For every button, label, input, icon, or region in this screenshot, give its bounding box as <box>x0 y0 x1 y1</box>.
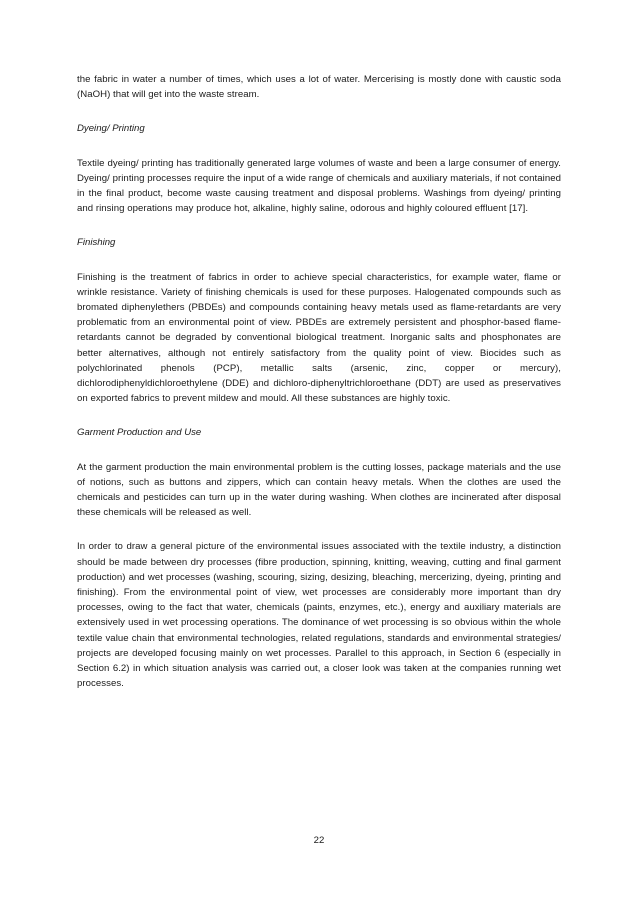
page-number: 22 <box>313 835 325 846</box>
paragraph-intro-continuation: the fabric in water a number of times, which uses a lot of water. Mercerising is mostly done with caustic soda (NaOH) that will get into the waste stream. <box>77 74 561 101</box>
document-page <box>77 72 561 711</box>
paragraph-garment-production: At the garment production the main environmental problem is the cutting losses, package materials and the use of notions, such as buttons and zippers, which can contain heavy metals. When the clothes are used the chemicals and pesticides can turn up in the water during washing. When clothes are incinerated after disposal these chemicals will be released as well. <box>77 461 561 519</box>
section-heading-finishing: Finishing <box>77 237 116 249</box>
section-heading-dyeing-printing: Dyeing/ Printing <box>77 123 145 135</box>
paragraph-general-picture: In order to draw a general picture of the environmental issues associated with the textile industry, a distinction should be made between dry processes (fibre production, spinning, knitting, weaving, cutting and final garment production) and wet processes (washing, scouring, sizing, desizing, bleaching, mercerizing, dyeing, printing and finishing). From the environmental point of view, wet processes are considerably more important than dry processes, owing to the fact that water, chemicals (paints, enzymes, etc.), energy and auxiliary materials are extensively used in wet processing operations. The dominance of wet processing is so obvious within the whole textile value chain that environmental technologies, related regulations, standards and environmental strategies/ projects are developed focusing mainly on wet processes. Parallel to this approach, in Section 6 (especially in Section 6.2) in which situation analysis was carried out, a closer look was taken at the companies running wet processes. <box>77 541 561 690</box>
section-heading-garment-production: Garment Production and Use <box>77 427 202 439</box>
paragraph-finishing: Finishing is the treatment of fabrics in order to achieve special characteristics, for example water, flame or wrinkle resistance. Variety of finishing chemicals is used for these purposes. Halogenated compounds such as bromated diphenylethers (PBDEs) and compounds containing heavy metals used as flame-retardants are very problematic from an environmental point of view. PBDEs are extremely persistent and phosphor-based flame-retardants cannot be degraded by conventional biological treatment. Inorganic salts and phosphonates are better alternatives, although not entirely satisfactory from the quality point of view. Biocides such as polychlorinated phenols (PCP), metallic salts (arsenic, zinc, copper or mercury), dichlorodiphenyldichloroethylene (DDE) and dichloro-diphenyltrichloroethane (DDT) are used as preservatives on exported fabrics to prevent mildew and mould. All these substances are highly toxic. <box>77 271 561 405</box>
paragraph-dyeing-printing: Textile dyeing/ printing has traditionally generated large volumes of waste and been a large consumer of energy. Dyeing/ printing processes require the input of a wide range of chemicals and auxiliary materials, if not contained in the final product, become waste causing treatment and disposal problems. Washings from dyeing/ printing and rinsing operations may produce hot, alkaline, highly saline, odorous and highly coloured effluent [17]. <box>77 157 561 215</box>
